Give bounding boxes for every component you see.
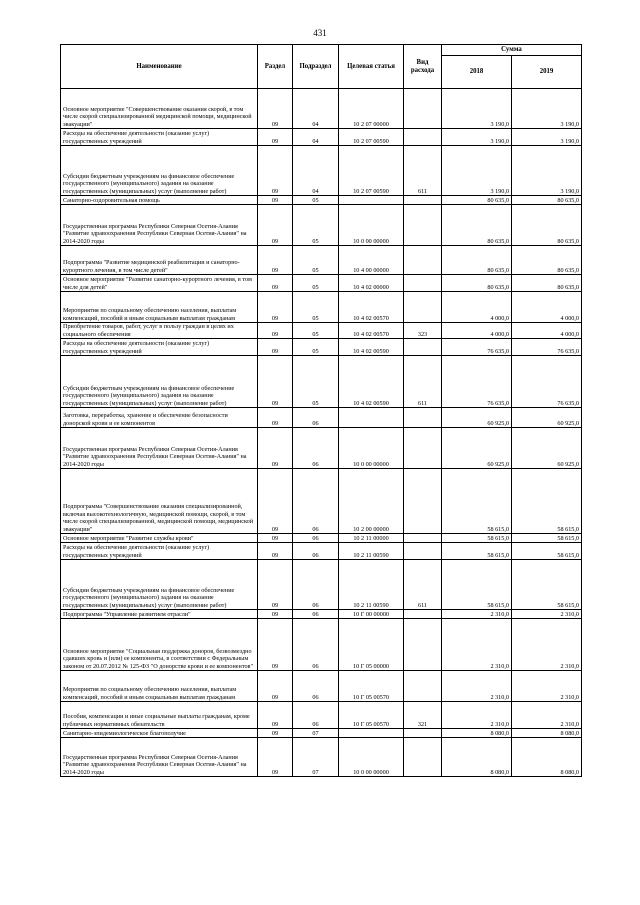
row-sum-2019: 58 615,0 (512, 560, 582, 610)
row-sum-2018: 3 190,0 (442, 89, 512, 129)
row-name: Пособия, компенсации и иные социальные выплаты гражданам, кроме публичных нормативных обязательств (61, 702, 258, 729)
row-subsection: 06 (293, 534, 339, 543)
table-header (61, 45, 582, 89)
row-subsection: 05 (293, 339, 339, 356)
row-target-article (339, 729, 404, 738)
row-target-article: 10 4 02 00570 (339, 292, 404, 323)
row-expense-type (404, 428, 442, 469)
row-section: 09 (258, 469, 293, 534)
table-row (61, 738, 582, 777)
row-name: Расходы на обеспечение деятельности (оказание услуг) государственных учреждений (61, 339, 258, 356)
row-name: Государственная программа Республики Северная Осетия-Алания "Развитие здравоохранения Республики Северная Осетия-Алания" на 2014-2020 годы (61, 205, 258, 246)
row-expense-type (404, 729, 442, 738)
table-row (61, 469, 582, 534)
row-expense-type: 611 (404, 560, 442, 610)
row-section: 09 (258, 560, 293, 610)
row-sum-2018: 76 635,0 (442, 356, 512, 408)
header-target-article: Целевая статья (339, 45, 404, 89)
row-target-article: 10 Г 05 00000 (339, 619, 404, 671)
row-section: 09 (258, 356, 293, 408)
row-sum-2019: 3 190,0 (512, 89, 582, 129)
row-subsection: 06 (293, 702, 339, 729)
row-name: Государственная программа Республики Северная Осетия-Алания "Развитие здравоохранения Республики Северная Осетия-Алания" на 2014-2020 годы (61, 738, 258, 777)
row-name: Основное мероприятие "Развитие службы крови" (61, 534, 258, 543)
row-sum-2019: 80 635,0 (512, 246, 582, 275)
row-sum-2019: 76 635,0 (512, 356, 582, 408)
row-sum-2019: 2 310,0 (512, 671, 582, 702)
table-row (61, 543, 582, 560)
row-section: 09 (258, 339, 293, 356)
row-subsection: 06 (293, 428, 339, 469)
header-expense-type: Вид расхода (404, 45, 442, 89)
row-target-article: 10 Г 05 00570 (339, 671, 404, 702)
row-sum-2019: 2 310,0 (512, 619, 582, 671)
table-row (61, 292, 582, 323)
row-sum-2019: 76 635,0 (512, 339, 582, 356)
row-expense-type (404, 292, 442, 323)
row-name: Подпрограмма "Развитие медицинской реабилитации и санаторно-курортного лечения, в том числе детей" (61, 246, 258, 275)
row-sum-2018: 80 635,0 (442, 205, 512, 246)
table-row (61, 129, 582, 146)
row-subsection: 06 (293, 543, 339, 560)
row-section: 09 (258, 729, 293, 738)
row-subsection: 06 (293, 408, 339, 428)
row-subsection: 05 (293, 356, 339, 408)
row-sum-2019: 80 635,0 (512, 196, 582, 205)
table-row (61, 560, 582, 610)
row-sum-2019: 2 310,0 (512, 610, 582, 619)
row-sum-2019: 80 635,0 (512, 275, 582, 292)
row-target-article: 10 Г 00 00000 (339, 610, 404, 619)
row-target-article: 10 4 02 00570 (339, 323, 404, 339)
table-row (61, 610, 582, 619)
row-name: Государственная программа Республики Северная Осетия-Алания "Развитие здравоохранения Республики Северная Осетия-Алания" на 2014-2020 годы (61, 428, 258, 469)
row-sum-2018: 3 190,0 (442, 129, 512, 146)
row-section: 09 (258, 129, 293, 146)
row-expense-type (404, 275, 442, 292)
row-sum-2019: 2 310,0 (512, 702, 582, 729)
row-sum-2018: 58 615,0 (442, 543, 512, 560)
row-target-article: 10 0 00 00000 (339, 428, 404, 469)
row-section: 09 (258, 702, 293, 729)
row-sum-2018: 3 190,0 (442, 146, 512, 196)
row-sum-2018: 8 080,0 (442, 729, 512, 738)
row-name: Субсидии бюджетным учреждениям на финансовое обеспечение государственного (муниципального) задания на оказание государственных (муниципальных) услуг (выполнение работ) (61, 146, 258, 196)
row-subsection: 05 (293, 196, 339, 205)
row-expense-type (404, 339, 442, 356)
row-sum-2018: 2 310,0 (442, 619, 512, 671)
row-section: 09 (258, 543, 293, 560)
row-expense-type (404, 196, 442, 205)
row-sum-2018: 80 635,0 (442, 246, 512, 275)
row-section: 09 (258, 246, 293, 275)
row-target-article: 10 4 02 00590 (339, 339, 404, 356)
row-target-article: 10 4 02 00590 (339, 356, 404, 408)
row-sum-2018: 2 310,0 (442, 610, 512, 619)
row-expense-type (404, 534, 442, 543)
row-subsection: 07 (293, 729, 339, 738)
row-sum-2018: 8 080,0 (442, 738, 512, 777)
row-name: Субсидии бюджетным учреждениям на финансовое обеспечение государственного (муниципального) задания на оказание государственных (муниципальных) услуг (выполнение работ) (61, 560, 258, 610)
row-expense-type: 321 (404, 702, 442, 729)
row-subsection: 04 (293, 129, 339, 146)
row-sum-2018: 2 310,0 (442, 671, 512, 702)
row-target-article: 10 2 11 00590 (339, 560, 404, 610)
row-name: Основное мероприятие "Совершенствование оказания скорой, в том числе скорой специализированной медицинской помощи, медицинской эвакуации" (61, 89, 258, 129)
row-sum-2019: 58 615,0 (512, 469, 582, 534)
header-subsection: Подраздел (293, 45, 339, 89)
row-sum-2018: 60 925,0 (442, 428, 512, 469)
row-target-article: 10 2 11 00000 (339, 534, 404, 543)
row-sum-2018: 4 000,0 (442, 292, 512, 323)
row-expense-type: 611 (404, 146, 442, 196)
row-section: 09 (258, 534, 293, 543)
row-section: 09 (258, 323, 293, 339)
table-row (61, 89, 582, 129)
table-row (61, 275, 582, 292)
row-name: Подпрограмма "Управление развитием отрасли" (61, 610, 258, 619)
row-subsection: 07 (293, 738, 339, 777)
row-sum-2019: 58 615,0 (512, 534, 582, 543)
row-name: Расходы на обеспечение деятельности (оказание услуг) государственных учреждений (61, 543, 258, 560)
row-target-article: 10 2 07 00590 (339, 129, 404, 146)
row-expense-type: 323 (404, 323, 442, 339)
row-sum-2018: 58 615,0 (442, 560, 512, 610)
row-sum-2018: 58 615,0 (442, 469, 512, 534)
table-row (61, 323, 582, 339)
row-subsection: 06 (293, 560, 339, 610)
table-row (61, 619, 582, 671)
row-target-article: 10 0 00 00000 (339, 205, 404, 246)
row-target-article (339, 196, 404, 205)
row-subsection: 05 (293, 205, 339, 246)
row-name: Санитарно-эпидемиологическое благополучие (61, 729, 258, 738)
table-row (61, 428, 582, 469)
row-subsection: 04 (293, 89, 339, 129)
row-expense-type (404, 738, 442, 777)
table-row (61, 671, 582, 702)
table-row (61, 408, 582, 428)
row-subsection: 06 (293, 671, 339, 702)
row-sum-2019: 60 925,0 (512, 428, 582, 469)
row-expense-type (404, 246, 442, 275)
row-section: 09 (258, 205, 293, 246)
row-subsection: 05 (293, 323, 339, 339)
row-name: Расходы на обеспечение деятельности (оказание услуг) государственных учреждений (61, 129, 258, 146)
row-target-article (339, 408, 404, 428)
row-sum-2018: 4 000,0 (442, 323, 512, 339)
table-row (61, 246, 582, 275)
row-sum-2019: 58 615,0 (512, 543, 582, 560)
table-row (61, 729, 582, 738)
page-number: 431 (313, 28, 327, 38)
row-name: Мероприятия по социальному обеспечению населения, выплатам компенсаций, пособий и иным социальным выплатам гражданам (61, 292, 258, 323)
row-name: Основное мероприятие "Социальная поддержка доноров, безвозмездно сдавших кровь и (или) ее компоненты, в соответствии с Федеральным законом от 20.07.2012 № 125-ФЗ "О донорстве крови и ее компонентов" (61, 619, 258, 671)
header-name: Наименование (61, 45, 258, 89)
row-section: 09 (258, 275, 293, 292)
row-section: 09 (258, 146, 293, 196)
row-expense-type: 611 (404, 356, 442, 408)
row-section: 09 (258, 428, 293, 469)
row-subsection: 05 (293, 292, 339, 323)
row-sum-2019: 4 000,0 (512, 292, 582, 323)
row-section: 09 (258, 89, 293, 129)
row-sum-2018: 58 615,0 (442, 534, 512, 543)
row-target-article: 10 0 00 00000 (339, 738, 404, 777)
row-sum-2018: 76 635,0 (442, 339, 512, 356)
table-body (61, 89, 582, 777)
row-expense-type (404, 671, 442, 702)
row-section: 09 (258, 610, 293, 619)
table-row (61, 339, 582, 356)
row-sum-2019: 80 635,0 (512, 205, 582, 246)
row-sum-2019: 60 925,0 (512, 408, 582, 428)
row-section: 09 (258, 619, 293, 671)
row-section: 09 (258, 292, 293, 323)
row-section: 09 (258, 408, 293, 428)
row-target-article: 10 2 11 00590 (339, 543, 404, 560)
row-name: Заготовка, переработка, хранение и обеспечение безопасности донорской крови и ее компонентов (61, 408, 258, 428)
header-year-2019: 2019 (512, 56, 582, 89)
row-expense-type (404, 205, 442, 246)
row-subsection: 06 (293, 619, 339, 671)
row-target-article: 10 4 00 00000 (339, 246, 404, 275)
row-subsection: 05 (293, 275, 339, 292)
row-sum-2018: 60 925,0 (442, 408, 512, 428)
row-target-article: 10 2 07 00000 (339, 89, 404, 129)
header-sum: Сумма (442, 45, 582, 56)
row-expense-type (404, 619, 442, 671)
row-expense-type (404, 543, 442, 560)
row-expense-type (404, 610, 442, 619)
row-target-article: 10 2 00 00000 (339, 469, 404, 534)
row-sum-2018: 80 635,0 (442, 275, 512, 292)
row-section: 09 (258, 738, 293, 777)
row-sum-2019: 8 080,0 (512, 729, 582, 738)
row-sum-2018: 2 310,0 (442, 702, 512, 729)
row-sum-2018: 80 635,0 (442, 196, 512, 205)
table-row (61, 702, 582, 729)
row-target-article: 10 2 07 00590 (339, 146, 404, 196)
table-row (61, 196, 582, 205)
row-subsection: 04 (293, 146, 339, 196)
row-name: Субсидии бюджетным учреждениям на финансовое обеспечение государственного (муниципального) задания на оказание государственных (муниципальных) услуг (выполнение работ) (61, 356, 258, 408)
row-subsection: 06 (293, 469, 339, 534)
row-expense-type (404, 469, 442, 534)
row-section: 09 (258, 196, 293, 205)
row-sum-2019: 3 190,0 (512, 146, 582, 196)
table-row (61, 356, 582, 408)
row-name: Основное мероприятие "Развитие санаторно-курортного лечения, в том числе для детей" (61, 275, 258, 292)
row-name: Подпрограмма "Совершенствование оказания специализированной, включая высокотехнологичную, медицинской помощи, скорой, в том числе скорой специализированной, медицинской помощи, медицинской эвакуации" (61, 469, 258, 534)
row-subsection: 06 (293, 610, 339, 619)
row-name: Мероприятия по социальному обеспечению населения, выплатам компенсаций, пособий и иным социальным выплатам гражданам (61, 671, 258, 702)
row-expense-type (404, 129, 442, 146)
row-sum-2019: 3 190,0 (512, 129, 582, 146)
row-sum-2019: 4 000,0 (512, 323, 582, 339)
row-name: Санаторно-оздоровительная помощь (61, 196, 258, 205)
row-expense-type (404, 89, 442, 129)
table-row (61, 146, 582, 196)
header-year-2018: 2018 (442, 56, 512, 89)
table-row (61, 205, 582, 246)
row-name: Приобретение товаров, работ, услуг в пользу граждан в целях их социального обеспечения (61, 323, 258, 339)
table-row (61, 534, 582, 543)
header-section: Раздел (258, 45, 293, 89)
row-subsection: 05 (293, 246, 339, 275)
budget-table (60, 44, 582, 777)
row-sum-2019: 8 080,0 (512, 738, 582, 777)
row-section: 09 (258, 671, 293, 702)
row-target-article: 10 Г 05 00570 (339, 702, 404, 729)
row-target-article: 10 4 02 00000 (339, 275, 404, 292)
row-expense-type (404, 408, 442, 428)
